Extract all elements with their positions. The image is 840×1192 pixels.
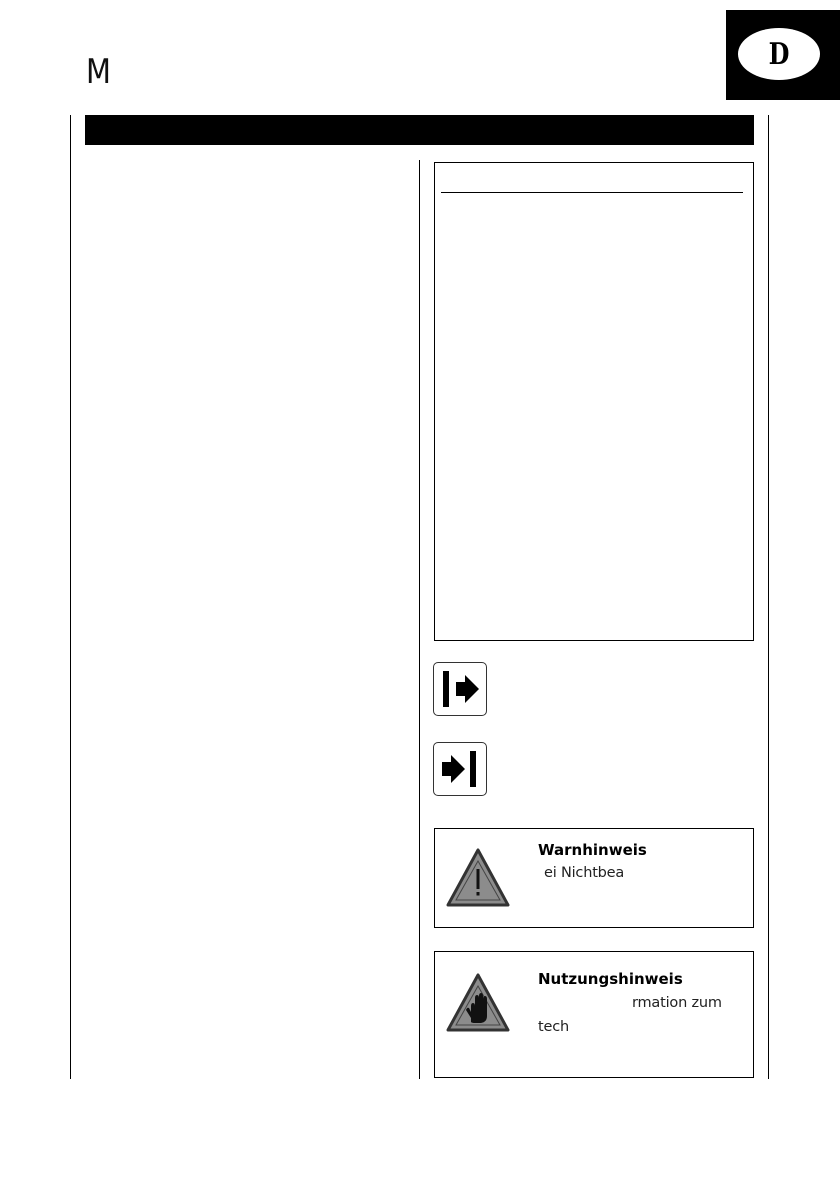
usage-notice-line1: rmation zum [632,995,722,1011]
arrow-right-bar-icon [434,743,486,795]
header-letter: M [86,52,111,92]
usage-notice-box [434,951,754,1078]
bar-arrow-right-icon [434,663,486,715]
warning-notice-box [434,828,754,928]
usage-notice-line2: tech [538,1019,569,1035]
usage-notice-title: Nutzungshinweis [538,970,683,988]
language-tab [726,10,840,100]
info-box [434,162,754,641]
warning-notice-text: ei Nichtbea [544,865,625,881]
warning-notice-title: Warnhinweis [538,841,647,859]
column-divider-line [419,160,420,1079]
language-oval [738,28,820,80]
section-title-bar [85,115,754,145]
info-box-rule [441,192,743,193]
warning-triangle-exclamation-icon [445,847,511,909]
language-letter: D [768,36,790,72]
marker-start-tile [433,662,487,716]
left-margin-line [70,115,71,1079]
warning-triangle-hand-icon [445,972,511,1034]
right-margin-line [768,115,769,1079]
marker-end-tile [433,742,487,796]
